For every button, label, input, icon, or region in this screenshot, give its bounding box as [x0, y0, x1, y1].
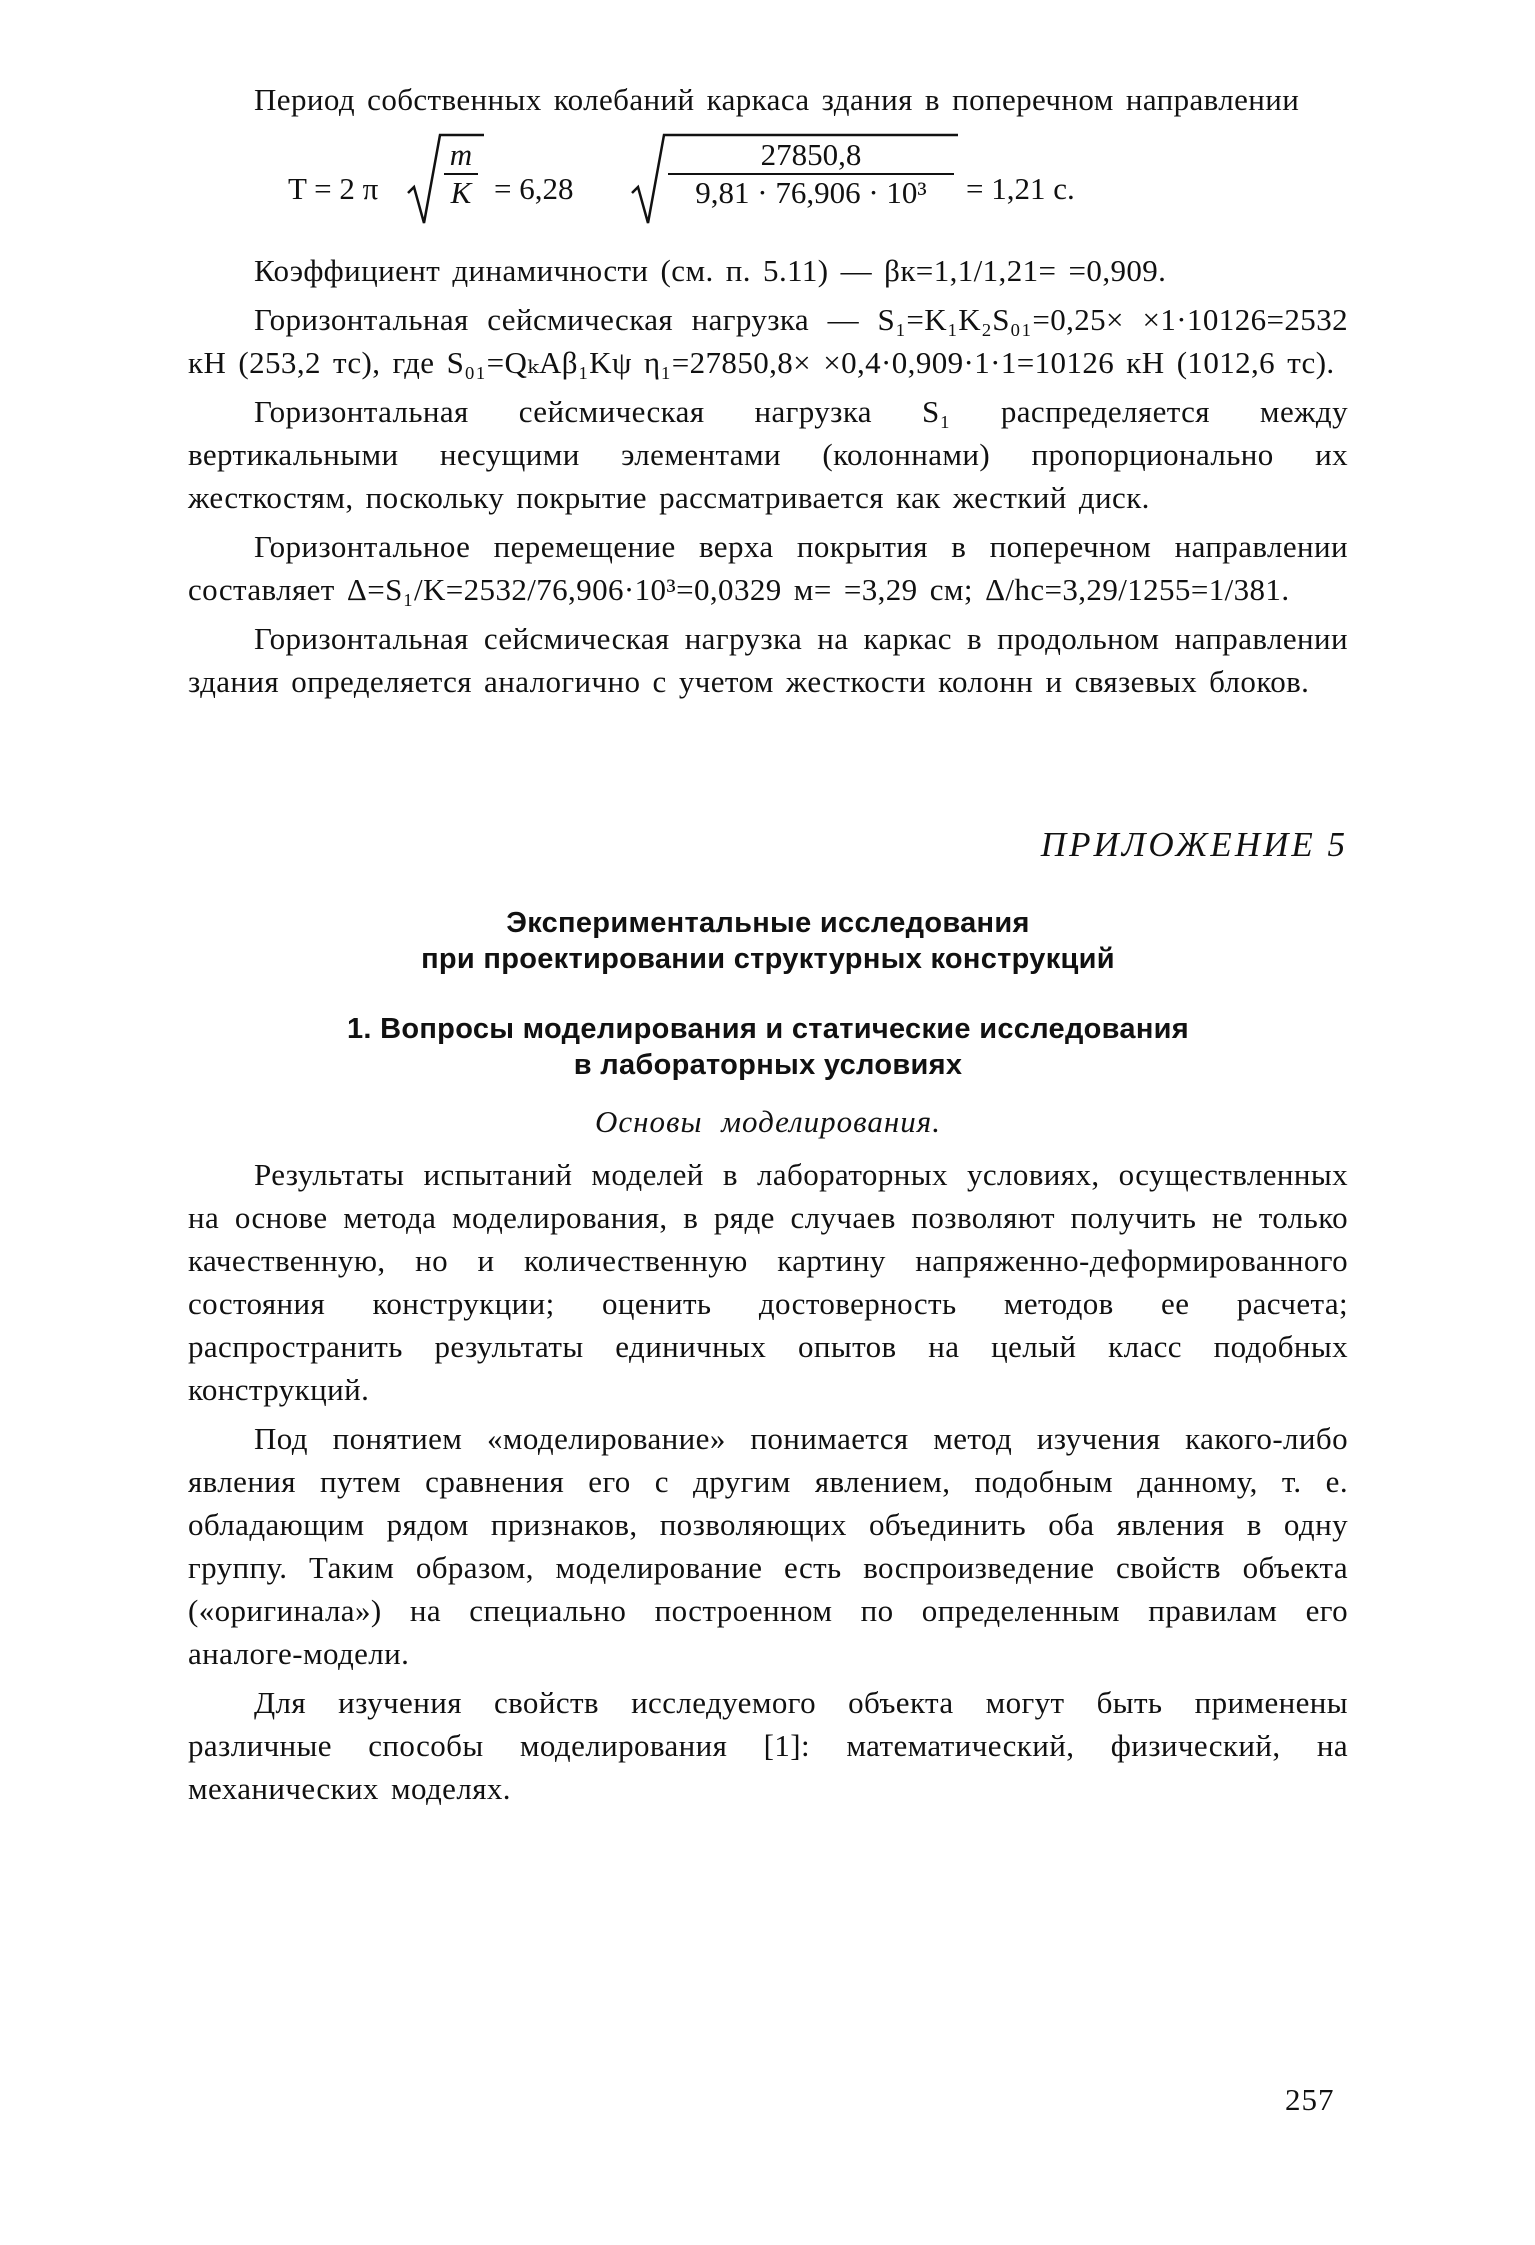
formula-eq1: = 6,28 [494, 171, 574, 206]
fraction-m-k [444, 137, 478, 211]
fraction-m: m [449, 137, 473, 172]
subsection-title: Основы моделирования. [595, 1104, 941, 1139]
section-title [188, 1011, 1348, 1083]
page-number: 257 [1285, 2082, 1335, 2117]
fraction-k: K [450, 175, 472, 210]
appendix-heading: ПРИЛОЖЕНИЕ 5 [1040, 825, 1348, 864]
paragraph-dynamic-coef: Коэффициент динамичности (см. п. 5.11) — βк=1,1/1,21= =0,909. [254, 253, 1167, 288]
fraction-main [668, 137, 954, 211]
main-title [188, 905, 1348, 977]
paragraph-modeling-methods: Для изучения свойств исследуемого объекта могут быть применены различные способы моделирования [1]: математический, физический, на механических моделях. [188, 1685, 1348, 1806]
paragraph-modeling-definition: Под понятием «моделирование» понимается метод изучения какого-либо явления путем сравнения его с другим явлением, подобным данному, т. е. обладающим рядом признаков, позволяющих объединить оба явления в одну группу. Таким образом, моделирование есть воспроизведение свойств объекта («оригинала») на специально построенном по определенным правилам его аналоге-модели. [188, 1421, 1348, 1671]
formula-lhs: T = 2 π [288, 171, 379, 206]
section-title-line2: в лабораторных условиях [573, 1049, 963, 1081]
main-title-line2: при проектировании структурных конструкций [421, 943, 1115, 975]
page-body [188, 78, 1348, 1810]
fraction-denominator: 9,81 · 76,906 · 10³ [695, 175, 927, 210]
formula-result: = 1,21 с. [966, 171, 1075, 206]
main-title-line1: Экспериментальные исследования [506, 907, 1030, 939]
paragraph-period: Период собственных колебаний каркаса здания в поперечном направлении [254, 82, 1300, 117]
paragraph-longitudinal: Горизонтальная сейсмическая нагрузка на каркас в продольном направлении здания определяется аналогично с учетом жесткости колонн и связевых блоков. [188, 621, 1348, 699]
paragraph-test-results: Результаты испытаний моделей в лабораторных условиях, осуществленных на основе метода моделирования, в ряде случаев позволяют получить не только качественную, но и количественную картину напряженно-деформированного состояния конструкции; оценить достоверность методов ее расчета; распространить результаты единичных опытов на целый класс подобных конструкций. [188, 1157, 1348, 1407]
section-title-line1: 1. Вопросы моделирования и статические исследования [346, 1013, 1190, 1045]
fraction-numerator: 27850,8 [760, 137, 862, 172]
paragraph-horizontal-load: Горизонтальная сейсмическая нагрузка — S₁=K₁K₂S₀₁=0,25× ×1·10126=2532 кН (253,2 тс), где S₀₁=QₖAβ₁Kψ η₁=27850,8× ×0,4·0,909·1·1=10126 кН (1012,6 тс). [188, 302, 1348, 380]
formula-period [188, 125, 1348, 243]
paragraph-load-distribution: Горизонтальная сейсмическая нагрузка S₁ распределяется между вертикальными несущими элементами (колоннами) пропорционально их жесткостям, поскольку покрытие рассматривается как жесткий диск. [188, 394, 1348, 515]
paragraph-displacement: Горизонтальное перемещение верха покрытия в поперечном направлении составляет Δ=S₁/K=2532/76,906·10³=0,0329 м= =3,29 см; Δ/hс=3,29/1255=1/381. [188, 529, 1348, 607]
